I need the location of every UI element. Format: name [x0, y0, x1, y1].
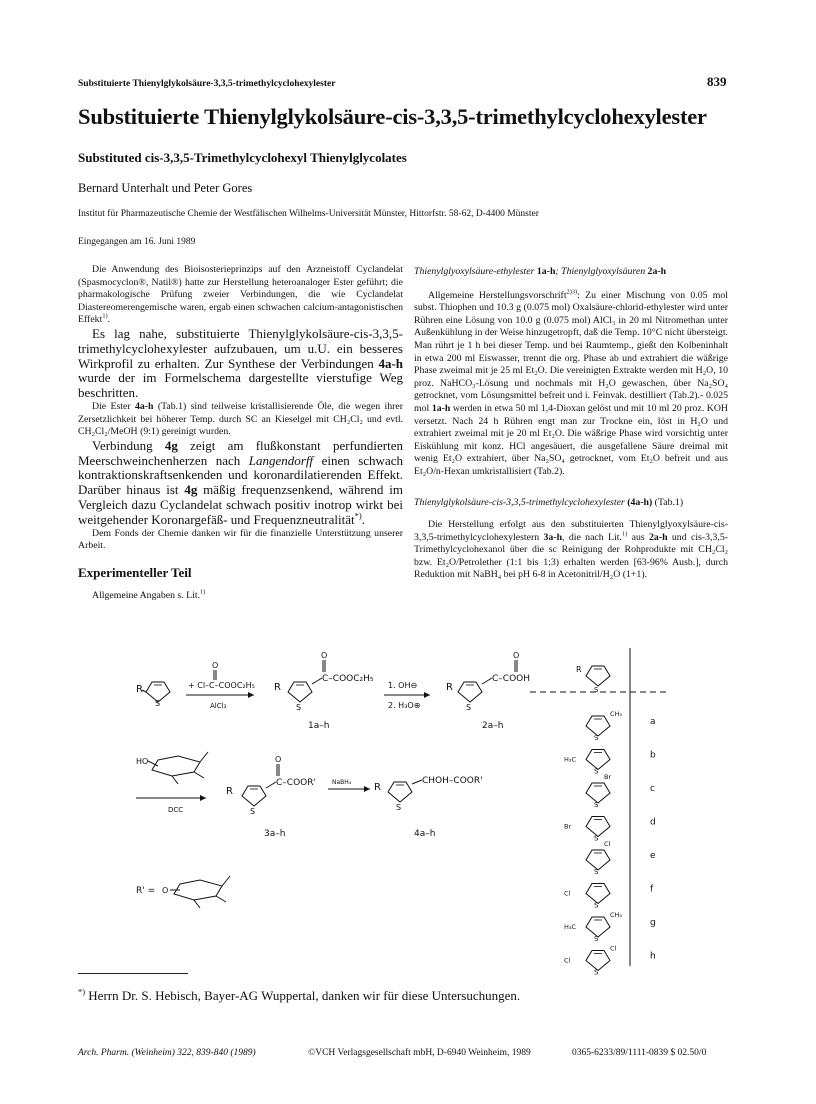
ester-3a-h — [226, 755, 316, 839]
svg-text:HO: HO — [136, 757, 149, 766]
acid-2a-h — [446, 651, 530, 731]
substituent-row-f — [564, 884, 654, 910]
svg-text:R: R — [274, 682, 281, 693]
r-prime-definition — [136, 876, 230, 908]
svg-text:O: O — [321, 651, 328, 660]
authors: Bernard Unterhalt und Peter Gores — [78, 181, 253, 195]
substituent-row-d — [564, 817, 656, 843]
product-4a-h — [374, 776, 483, 839]
procedure-paragraph-1: Allgemeine Herstellungsvorschrift$^{2)3)}$: Zu einer Mischung von 0.05 mol subst. Thiophen und 10.3 g (0.075 mol) Oxalsäure-chlorid-ethylester wird unter Rühren eine Lösung von 10.0 g (0.075 mol) AlCl₃ in 20 ml Nitromethan unter Außenkühlung in der Weise hinzugetropft, daß die Temp. 10°C nicht übersteigt. Man rührt je 1 h bei dieser Temp. und bei Raumtemp., gießt den Kolbeninhalt in etwa 200 ml Eiswasser, trennt die org. Phase ab und extrahiert die wäßrige Phase zweimal mit je 25 ml Et₂O. Die vereinigten Extrakte werden mit H₂O, 10 proz. NaHCO₃-Lösung und nochmals mit H₂O gewaschen, über Na₂SO₄ getrocknet, vom Lösungsmittel befreit und i. Feinvak. destilliert (Tab.2).- 0.025 mol 1a-h werden in etwa 50 ml 1,4-Dioxan gelöst und mit 10 ml 20 proz. KOH versetzt. Nach 24 h Rühren engt man zur Trockne ein, löst in H₂O und extrahiert zweimal mit je 20 ml Et₂O. Die wäßrige Phase wird vorsichtig unter Eiskühlung mit konz. HCl angesäuert, die ausgefallene Säure dreimal mit wenig Et₂O extrahiert, über Na₂SO₄ getrocknet, vom Et₂O befreit und aus Et₂O/n-Hexan umkristallisiert (Tab.2). — [414, 288, 728, 477]
reagent-dcc: DCC — [168, 806, 184, 814]
affiliation: Institut für Pharmazeutische Chemie der Westfälischen Wilhelms-Universität Münster, Hittorfstr. 58-62, D-4400 Münster — [78, 209, 539, 219]
intro-paragraph: Es lag nahe, substituierte Thienylglykolsäure-cis-3,3,5-trimethylcyclohexylester aufzubauen, um u.U. ein besseres Wirkprofil zu erhalten. Zur Synthese der Verbindungen 4a-h wurde der im Formelschema dargestellte vierstufige Weg beschritten. — [78, 325, 403, 401]
svg-text:CHOH–COOR': CHOH–COOR' — [422, 776, 483, 786]
ester-1a-h — [274, 651, 374, 731]
abstract-paragraph: Die Anwendung des Bioisosterieprinzips auf den Arzneistoff Cyclandelat (Spasmocyclon®, Natil®) hatte zur Herstellung heteroanaloger Ester geführt; die pharmakologische Prüfung zweier Verbindungen, die wie Cyclandelat Diastereomerengemische waren, ergab einen schwachen calcium-antagonistischen Effekt$^{1)}$. — [78, 264, 403, 326]
substituent-table — [530, 648, 670, 966]
trimethylcyclohexanol — [136, 752, 208, 784]
substituent-br: Br — [604, 773, 612, 781]
svg-text:S: S — [396, 803, 402, 812]
ester-paragraph: Die Ester 4a-h (Tab.1) sind teilweise kristallisierende Öle, die wegen ihrer Zersetzlichkeit bei höherer Temp. durch SC an Kieselgel mit CH₂Cl₂ und evtl. CH₂Cl₂/MeOH (9:1) gereinigt wurden. — [78, 400, 403, 438]
footnote-rule — [78, 973, 188, 974]
row-letter: c — [650, 784, 655, 794]
left-column — [78, 264, 403, 602]
page-number: 839 — [707, 74, 727, 89]
reagent-oxalyl: + Cl–C–COOC₂H₅ — [188, 681, 255, 690]
svg-text:C–COOH: C–COOH — [492, 674, 531, 684]
row-letter: b — [650, 750, 656, 761]
substituent-row-e — [586, 840, 656, 876]
svg-text:O: O — [513, 651, 520, 660]
svg-text:R' =: R' = — [136, 886, 156, 896]
substituent-cl: Cl — [564, 889, 571, 898]
svg-text:S: S — [250, 807, 256, 816]
svg-text:S: S — [296, 703, 302, 712]
substituent-row-h — [564, 945, 656, 977]
reagent-nabh4: NaBH₄ — [332, 779, 352, 786]
running-head: Substituierte Thienylglykolsäure-3,3,5-trimethylcyclohexylester — [78, 79, 336, 89]
substituent-h3c: H₃C — [564, 923, 577, 931]
svg-text:S: S — [594, 935, 599, 943]
svg-text:S: S — [594, 686, 599, 694]
svg-text:O: O — [275, 755, 282, 764]
substituent-ch3: CH₃ — [610, 710, 623, 718]
row-letter: h — [650, 951, 656, 962]
substituent-row-b — [564, 750, 656, 776]
procedure-heading-1: Thienylglyoxylsäure-ethylester 1a-h; Thienylglyoxylsäuren 2a-h — [414, 266, 667, 277]
svg-text:R: R — [226, 786, 233, 797]
general-info: Allgemeine Angaben s. Lit.$^{1)}$ — [92, 588, 206, 601]
article-title: Substituierte Thienylglykolsäure-cis-3,3,5-trimethylcyclohexylester — [78, 104, 707, 129]
svg-text:S: S — [594, 834, 599, 843]
label-3a-h: 3a–h — [264, 829, 286, 839]
substituent-cl: Cl — [564, 956, 571, 965]
svg-text:R: R — [446, 682, 453, 693]
footer-journal: Arch. Pharm. (Weinheim) 322, 839-840 (1989) — [78, 1048, 256, 1058]
thiophene-start — [136, 682, 170, 708]
svg-text:S: S — [594, 767, 599, 776]
section-heading-experimental: Experimenteller Teil — [78, 564, 192, 580]
received-date: Eingegangen am 16. Juni 1989 — [78, 237, 196, 247]
svg-text:C–COOC₂H₅: C–COOC₂H₅ — [322, 674, 374, 684]
row-letter: d — [650, 817, 656, 828]
substituent-ch3: CH₃ — [610, 911, 623, 919]
svg-text:C–COOR': C–COOR' — [276, 778, 316, 788]
row-letter: f — [650, 884, 654, 895]
footnote: *) Herrn Dr. S. Hebisch, Bayer-AG Wuppertal, danken wir für diese Untersuchungen. — [78, 986, 521, 1003]
header-thiophene — [576, 665, 610, 694]
right-column — [414, 266, 728, 582]
substituent-cl: Cl — [610, 944, 617, 953]
svg-text:S: S — [594, 734, 599, 742]
substituent-h3c: H₃C — [564, 755, 577, 764]
label-2a-h: 2a–h — [482, 721, 504, 731]
svg-text:S: S — [594, 968, 599, 977]
substituent-row-c — [586, 773, 655, 809]
footer-publisher: ©VCH Verlagsgesellschaft mbH, D-6940 Weinheim, 1989 — [308, 1048, 531, 1058]
svg-text:O: O — [162, 886, 169, 895]
step-hydroxide: 1. OH⊖ — [388, 681, 418, 690]
substituent-br: Br — [564, 822, 572, 831]
row-letter: e — [650, 851, 656, 861]
row-letter: a — [650, 717, 656, 727]
acknowledgement-paragraph: Dem Fonds der Chemie danken wir für die finanzielle Unterstützung unserer Arbeit. — [78, 527, 403, 552]
svg-text:S: S — [466, 703, 472, 712]
step-acid: 2. H₃O⊕ — [388, 701, 421, 710]
label-4a-h: 4a–h — [414, 829, 436, 839]
substituent-cl: Cl — [604, 840, 611, 848]
substituent-row-g — [564, 911, 656, 943]
svg-text:S: S — [594, 901, 599, 910]
article-subtitle: Substituted cis-3,3,5-Trimethylcyclohexyl Thienylglycolates — [78, 150, 407, 165]
pharmacology-paragraph: Verbindung 4g zeigt am flußkonstant perfundierten Meerschweinchenherzen nach Langendorff einen schwach kontraktionskraftsenkenden und koronardilatierenden Effekt. Darüber hinaus ist 4g mäßig frequenzsenkend, während im Vergleich dazu Cyclandelat schwach positiv inotrop wirkt bei weitgehender Koronargefäß- und Frequenzneutralität*). — [78, 437, 404, 527]
procedure-paragraph-2: Die Herstellung erfolgt aus den substituierten Thienylglyoxylsäure-cis-3,3,5-trimethylcyclohexylestern 3a-h, die nach Lit.$^{1)}$ aus 2a-h und cis-3,3,5-Trimethylcyclohexanol über die sc Reinigung der Rohprodukte mit CH₂Cl₂ bzw. Et₂O/Petrolether (1:1 bis 1:3) erhalten werden [63-96% Ausb.], durch Reduktion mit NaBH₄ bei pH 6-8 in Acetonitril/H₂O (1+1). — [414, 519, 728, 581]
substituent-row-a — [586, 710, 656, 742]
procedure-heading-2: Thienylglykolsäure-cis-3,3,5-trimethylcyclohexylester (4a-h) (Tab.1) — [414, 496, 684, 508]
svg-text:R: R — [136, 684, 143, 695]
catalyst-alcl3: AlCl₃ — [210, 702, 227, 710]
svg-text:S: S — [155, 699, 161, 708]
svg-text:O: O — [212, 661, 219, 670]
label-1a-h: 1a–h — [308, 721, 330, 731]
reaction-scheme — [78, 648, 738, 977]
row-letter: g — [650, 918, 656, 928]
svg-text:R: R — [374, 782, 381, 793]
svg-text:S: S — [594, 868, 599, 876]
footer-issn: 0365-6233/89/1111-0839 $ 02.50/0 — [572, 1048, 707, 1058]
svg-text:R: R — [576, 665, 582, 674]
svg-text:S: S — [594, 801, 599, 809]
